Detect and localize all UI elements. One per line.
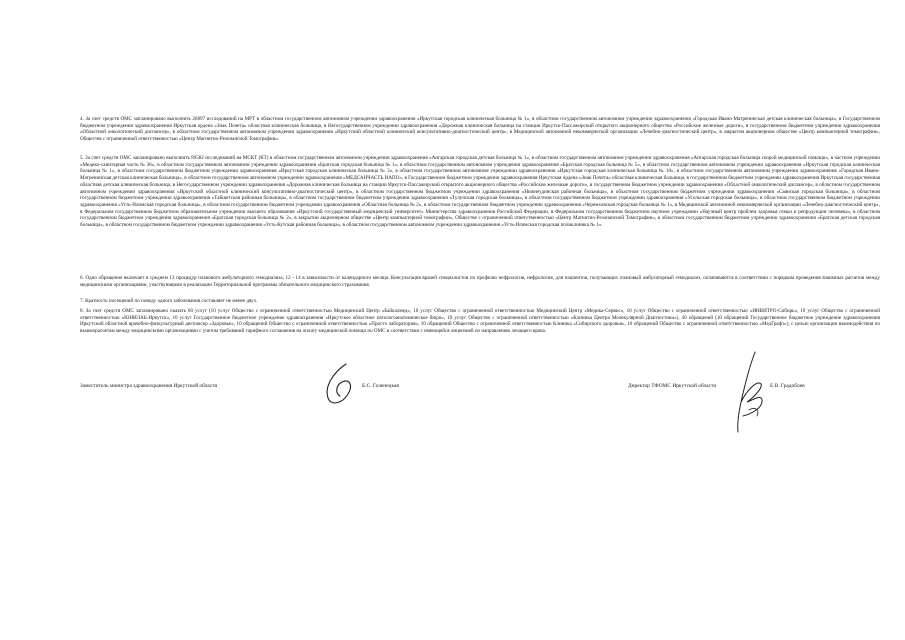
paragraph-6-hemodialysis: 6. Одно обращение включает в среднем 13 процедур планового амбулаторного гемодиализа, 12 - 14 в зависимости от календарного месяца. Консультация врачей специалистов по профилю нефрология, нефрология, для пациентов, получающих плановый амбулаторный гемодиализ, оплачиваются в соответствии с порядком проведения взаимных расчетов между медицинскими организациями, участвующими в реализации Территориальной программы обязательного медицинского страхования. [80, 275, 880, 288]
deputy-minister-title: Заместитель министра здравоохранения Иркутской области [80, 383, 218, 389]
paragraph-7-visits: 7. Кратность посещений по поводу одного заболевания составляет не менее двух. [80, 298, 258, 304]
paragraph-4-mri: 4. За счет средств ОМС запланировано выполнить 26897 исследований на МРТ в областном государственном автономном учреждении здравоохранения «Иркутская городская клиническая больница № 1», в областном государственном автономном учреждении здравоохранения «Городская Ивано-Матренинская детская клиническая больница», в Государственном бюджетном учреждении здравоохранения Иркутская ордена «Знак Почета» областная клиническая больница, в Негосударственном учреждении здравоохранения «Дорожная клиническая больница на станции Иркутск-Пассажирский открытого акционерного общества «Российские железные дороги», в государственном бюджетном учреждении здравоохранения «Областной онкологический диспансер», в областном государственном автономном учреждении здравоохранения «Иркутский областной клинический консультативно-диагностический центр», в Медицинской автономной некоммерческой организации «Лечебно-диагностический центр», в закрытом акционерном обществе «Центр компьютерной томографии», Обществе с ограниченной ответственностью «Центр Магнитно-Резонансной Томографии». [80, 116, 880, 143]
signature-block [0, 380, 905, 420]
handwritten-signature-right [735, 350, 765, 435]
paragraph-5-msct: 5. За счет средств ОМС запланировано выполнить 89582 исследований на МСКТ (КТ) в областном государственном автономном учреждении здравоохранения «Ангарская городская детская больница № 1», в областном государственном автономном учреждении здравоохранения «Ангарская городская больница скорой медицинской помощи», в частном учреждении «Медико-санитарная часть № 36», в областном государственном автономном учреждении здравоохранения «Братская городская больница № 1», в областном государственном автономном учреждении здравоохранения «Братская городская больница № 5», в областном государственном автономном учреждении здравоохранения «Иркутская городская клиническая больница № 1», в областном государственном бюджетном учреждении здравоохранения «Иркутская городская клиническая больница № 3», в областном государственном автономном учреждении здравоохранения «Иркутская городская клиническая больница № 10», в областном государственном автономном учреждении здравоохранения «Городская Ивано-Матренинская детская клиническая больница», в областном государственном автономном учреждении здравоохранения «МЕДСАНЧАСТЬ ИАПО», в Государственном бюджетном учреждении здравоохранения Иркутская ордена «Знак Почета» областная клиническая больница, в государственном бюджетном учреждении здравоохранения Иркутская государственная областная детская клиническая больница, в Негосударственном учреждении здравоохранения «Дорожная клиническая больница на станции Иркутск-Пассажирский открытого акционерного общества «Российские железные дороги», в государственном бюджетном учреждении здравоохранения «Областной онкологический диспансер», в областном государственном автономном учреждении здравоохранения «Иркутский областной клинический консультативно-диагностический центр», в областном государственном бюджетном учреждении здравоохранения «Нижнеудинская районная больница», в областном государственном бюджетном учреждении здравоохранения «Саянская городская больница», в областном государственном бюджетном учреждении здравоохранения «Тайшетская районная больница», в областном государственном бюджетном учреждении здравоохранения «Тулунская городская больница», в областном государственном бюджетном учреждении здравоохранения «Усольская городская больница», в областном государственном бюджетном учреждении здравоохранения «Усть-Илимская городская больница», в областном государственном бюджетном учреждении здравоохранения «Областная больница № 2», в областном государственном бюджетном учреждении здравоохранения «Черемховская городская больница № 1», в Медицинской автономной некоммерческой организации «Лечебно-диагностический центр», в Федеральном государственном бюджетном образовательном учреждении высшего образования «Иркутский государственный медицинский университет» Министерства здравоохранения Российской Федерации, в Федеральном государственном бюджетном научном учреждении «Научный центр проблем здоровья семьи и репродукции человека», в областном государственном бюджетном учреждении здравоохранения «Братская городская больница № 2», в закрытом акционерном обществе «Центр компьютерной томографии», Обществе с ограниченной ответственностью «Центр Магнитно-Резонансной Томографии», в областном государственном бюджетном учреждении здравоохранения «Братская детская городская больница», в областном государственном бюджетном учреждении здравоохранения «Усть-Кутская районная больница», в областном государственном автономном учреждении здравоохранения «Усть-Илимская городская поликлиника № 1». [80, 155, 880, 229]
paragraph-8-services: 8. За счет средств ОМС запланировано оказать 60 услуг (10 услуг Общество с ограниченной ответственностью Медицинский Центр «Байкалмед», 10 услуг Общество с ограниченной ответственностью Медицинский Центр «Медика-Сервис», 10 услуг Общество с ограниченной ответственностью «ИНВИТРО-Сибирь», 10 услуг Общество с ограниченной ответственностью «ЮНИЛАБ-Иркутск», 10 услуг Государственное бюджетное учреждение здравоохранения «Иркутское областное патологоанатомическое бюро», 10 услуг Общество с ограниченной ответственностью «Клиника Центра Молекулярной Диагностики»), 40 обращений (10 обращений Государственное бюджетное учреждение здравоохранения Иркутский областной врачебно-физкультурный диспансер «Здоровье», 10 обращений Общество с ограниченной ответственностью «Просто лаборатория», 10 обращений Общество с ограниченной ответственностью Клиника «Сибирского здоровья», 10 обращений Общество с ограниченной ответственностью «МедГрафт»), с целью организации взаимодействия по взаиморасчетам между медицинскими организациями с учетом требований тарифного соглашения на оплату медицинской помощи по ОМС в соответствии с имеющейся лицензией по направлению лечащего врача. [80, 308, 880, 335]
tfoms-director-name: Е.В. Градобоев [770, 383, 805, 389]
handwritten-signature-left [320, 360, 360, 410]
tfoms-director-title: Директор ТФОМС Иркутской области [628, 383, 717, 389]
deputy-minister-name: Е.С. Голенецкая [362, 383, 399, 389]
